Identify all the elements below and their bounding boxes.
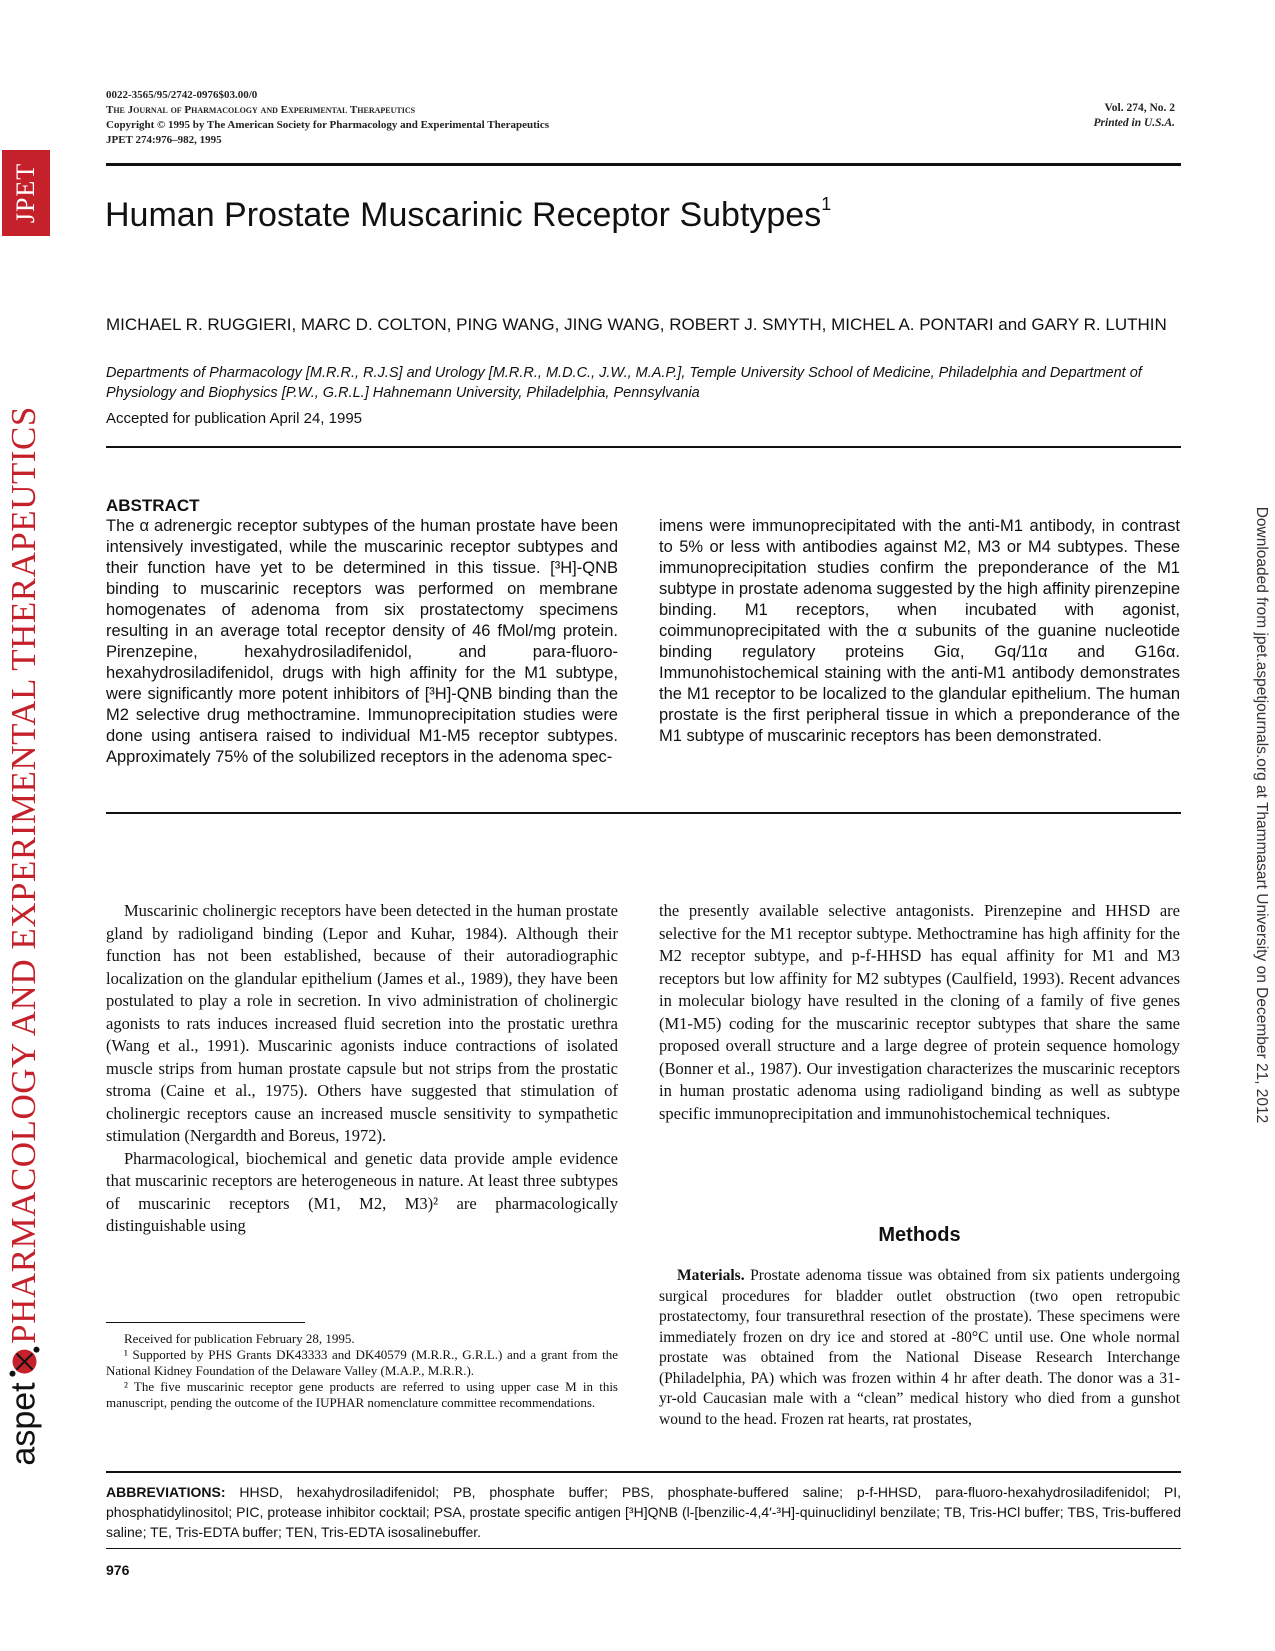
- footnotes: [106, 1331, 618, 1411]
- jpet-logo-box: [2, 150, 50, 236]
- article-title: [105, 196, 831, 235]
- footnote-rule: [106, 1322, 305, 1323]
- jpet-logo-text: JPET: [11, 162, 40, 224]
- materials-label: Materials.: [677, 1267, 745, 1284]
- received-date: Received for publication February 28, 1995.: [124, 1331, 355, 1346]
- intro-column-right: [659, 900, 1180, 1125]
- download-notice: Downloaded from jpet.aspetjournals.org at Thammasart University on December 21, 2012: [1253, 506, 1270, 1124]
- abbreviations: [106, 1482, 1181, 1542]
- intro-column-left: [106, 900, 618, 1238]
- intro-paragraph-3: the presently available selective antagonists. Pirenzepine and HHSD are selective for the M1 receptor subtype. Methoctramine has high affinity for the M2 receptor subtype, and p-f-HHSD has equal affinity for M1 and M3 receptors but low affinity for M2 subtypes (Caulfield, 1993). Recent advances in molecular biology have resulted in the cloning of a family of five genes (M1-M5) coding for the muscarinic receptor subtypes that share the same proposed overall structure and a large degree of protein sequence homology (Bonner et al., 1987). Our investigation characterizes the muscarinic receptors in human prostatic adenoma using radioligand binding as well as subtype specific immunoprecipitation and immunohistochemical techniques.: [659, 901, 1180, 1123]
- materials-text: Prostate adenoma tissue was obtained from six patients undergoing surgical procedures for bladder outlet obstruction (two open retropubic prostatectomy, four transurethral resection of the prostate). These specimens were immediately frozen on dry ice and stored at -80°C until use. One whole normal prostate was obtained from the National Disease Research Interchange (Philadelphia, PA) which was frozen within 4 hr after death. The donor was a 31-yr-old Caucasian male with a “clean” medical history who died from a gunshot wound to the head. Frozen rat hearts, rat prostates,: [659, 1267, 1180, 1428]
- affiliations: Departments of Pharmacology [M.R.R., R.J.S] and Urology [M.R.R., M.D.C., J.W., M.A.P.], Temple University School of Medicine, Philadelphia and Department of Physiology and Biophysics [P.W., G.R.L.] Hahnemann University, Philadelphia, Pennsylvania: [106, 365, 1142, 401]
- abbreviations-bottom-rule: [106, 1548, 1181, 1549]
- footnote-1: ¹ Supported by PHS Grants DK43333 and DK40579 (M.R.R., G.R.L.) and a grant from the National Kidney Foundation of the Delaware Valley (M.A.P., M.R.R.).: [106, 1347, 618, 1378]
- abbreviations-top-rule: [106, 1471, 1181, 1473]
- abstract-heading: ABSTRACT: [106, 496, 200, 515]
- volume-number: Vol. 274, No. 2: [1104, 102, 1175, 114]
- journal-name: The Journal of Pharmacology and Experimental Therapeutics: [106, 104, 416, 116]
- abstract-column-left: The α adrenergic receptor subtypes of the human prostate have been intensively investigated, while the muscarinic receptor subtypes and their function have yet to be determined in this tissue. [³H]-QNB binding to muscarinic receptors was performed on membrane homogenates of adenoma from six prostatectomy specimens resulting in an average total receptor density of 46 fMol/mg protein. Pirenzepine, hexahydrosiladifenidol, and para-fluoro-hexahydrosiladifenidol, drugs with high affinity for the M1 subtype, were significantly more potent inhibitors of [³H]-QNB binding than the M2 selective drug methoctramine. Immunoprecipitation studies were done using antisera raised to individual M1-M5 receptor subtypes. Approximately 75% of the solubilized receptors in the adenoma spec-: [106, 517, 618, 766]
- author-list: MICHAEL R. RUGGIERI, MARC D. COLTON, PING WANG, JING WANG, ROBERT J. SMYTH, MICHEL A. PONTARI and GARY R. LUTHIN: [106, 315, 1167, 334]
- printed-in: Printed in U.S.A.: [1093, 117, 1175, 129]
- header-rule: [106, 163, 1181, 166]
- methods-heading: Methods: [878, 1224, 961, 1246]
- title-footnote-mark: 1: [821, 194, 832, 214]
- footnote-2: ² The five muscarinic receptor gene products are referred to using upper case M in this manuscript, pending the outcome of the IUPHAR nomenclature committee recommendations.: [106, 1379, 618, 1410]
- accepted-date: Accepted for publication April 24, 1995: [106, 410, 363, 427]
- title-text: Human Prostate Muscarinic Receptor Subtypes: [105, 196, 822, 234]
- abbreviations-text: HHSD, hexahydrosiladifenidol; PB, phosphate buffer; PBS, phosphate-buffered saline; p-f-HHSD, para-fluoro-hexahydrosiladifenidol; PI, phosphatidylinositol; PIC, protease inhibitor cocktail; PSA, prostate specific antigen [³H]QNB (l-[benzilic-4,4′-³H]-quinuclidinyl benzilate; TB, Tris-HCl buffer; TBS, Tris-buffered saline; TE, Tris-EDTA buffer; TEN, Tris-EDTA isosalinebuffer.: [106, 1484, 1181, 1540]
- abbreviations-label: ABBREVIATIONS:: [106, 1484, 226, 1500]
- article-code: 0022-3565/95/2742-0976$03.00/0: [106, 89, 258, 101]
- page-number: 976: [106, 1562, 130, 1578]
- intro-paragraph-2: Pharmacological, biochemical and genetic data provide ample evidence that muscarinic receptors are heterogeneous in nature. At least three subtypes of muscarinic receptors (M1, M2, M3)² are pharmacologically distinguishable using: [106, 1148, 618, 1235]
- aspet-logo-text: aspet: [4, 1382, 43, 1466]
- abstract-bottom-rule: [106, 812, 1181, 814]
- intro-paragraph-1: Muscarinic cholinergic receptors have been detected in the human prostate gland by radioligand binding (Lepor and Kuhar, 1984). Although their function has not been established, because of their autoradiographic localization on the glandular epithelium (James et al., 1989), they have been postulated to play a role in secretion. In vivo administration of cholinergic agonists to rats induces increased fluid secretion into the prostatic urethra (Wang et al., 1991). Muscarinic agonists induce contractions of isolated muscle strips from human prostate capsule but not strips from the prostatic stroma (Caine et al., 1975). Others have suggested that stimulation of cholinergic receptors cause an increased muscle sensitivity to sympathetic stimulation (Nergardth and Boreus, 1972).: [106, 901, 618, 1145]
- materials-paragraph: [659, 1266, 1180, 1430]
- journal-header: [106, 88, 549, 148]
- citation-line: JPET 274:976–982, 1995: [106, 134, 222, 146]
- journal-vertical-title: PHARMACOLOGY AND EXPERIMENTAL THERAPEUTICS: [4, 406, 43, 1344]
- aspet-logo: [5, 1344, 44, 1465]
- abstract-top-rule: [106, 446, 1181, 448]
- copyright-line: Copyright © 1995 by The American Society for Pharmacology and Experimental Therapeutics: [106, 119, 550, 131]
- abstract-column-right: imens were immunoprecipitated with the anti-M1 antibody, in contrast to 5% or less with antibodies against M2, M3 or M4 subtypes. These immunoprecipitation studies confirm the preponderance of the M1 subtype in prostate adenoma suggested by the high affinity pirenzepine binding. M1 receptors, when incubated with agonist, coimmunoprecipitated with the α subunits of the guanine nucleotide binding regulatory proteins Giα, Gq/11α and G16α. Immunohistochemical staining with the anti-M1 antibody demonstrates the M1 receptor to be localized to the glandular epithelium. The human prostate is the first peripheral tissue in which a preponderance of the M1 subtype of muscarinic receptors has been demonstrated.: [659, 517, 1180, 745]
- volume-info: [1094, 101, 1175, 131]
- aspet-molecule-icon: [7, 1344, 41, 1378]
